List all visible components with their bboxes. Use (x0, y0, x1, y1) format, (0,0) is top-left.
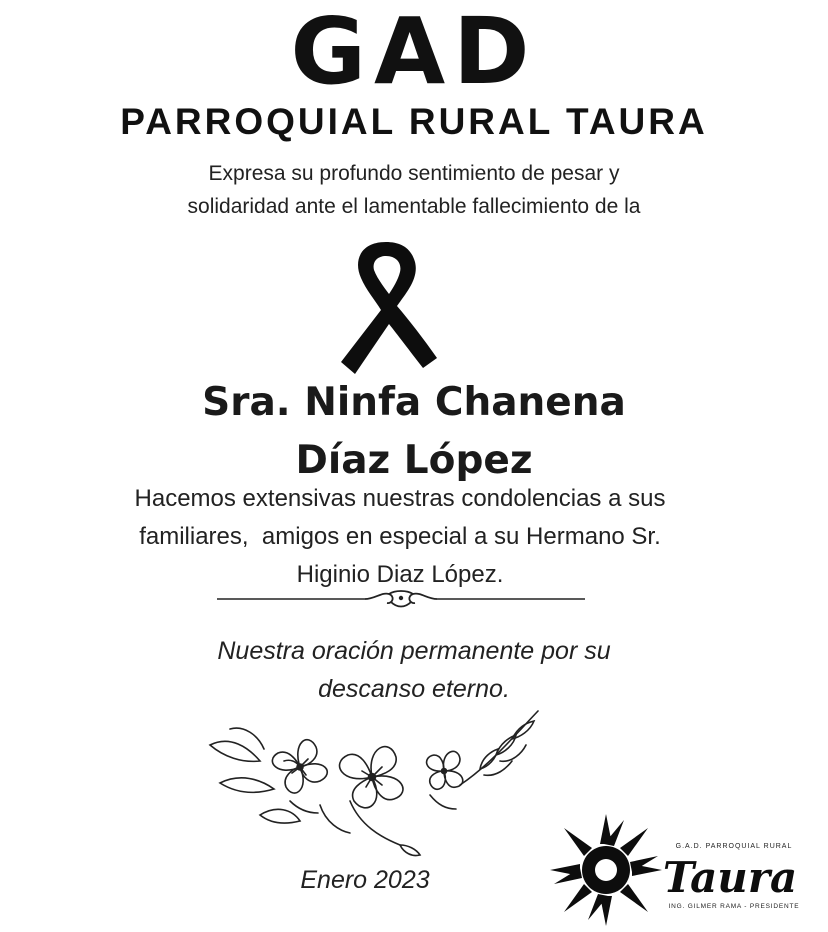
flower-illustration (200, 705, 545, 865)
intro-text (0, 157, 828, 223)
gad-title: GAD (290, 0, 538, 105)
prayer-text (0, 632, 828, 708)
deceased-name-line-2: Díaz López (295, 438, 533, 483)
deceased-name-line-1: Sra. Ninfa Chanena (202, 380, 626, 425)
condolences-line-2: familiares, amigos en especial a su Hermano Sr. (139, 523, 661, 550)
date-text: Enero 2023 (300, 866, 430, 894)
deceased-name (0, 374, 828, 490)
mourning-ribbon-icon (331, 238, 441, 376)
taura-logo (548, 808, 828, 932)
logo-wordmark: Taura (662, 853, 798, 902)
condolences-line-3: Higinio Diaz López. (296, 561, 504, 588)
sun-icon (550, 814, 662, 926)
prayer-line-2: descanso eterno. (318, 675, 510, 703)
intro-line-2: solidaridad ante el lamentable fallecimiento de la (187, 195, 641, 218)
ornamental-divider (215, 586, 587, 612)
logo-top-text: G.A.D. PARROQUIAL RURAL (675, 843, 793, 850)
logo-bottom-text: ING. GILMER RAMA - PRESIDENTE (668, 903, 800, 910)
condolences-text (20, 480, 780, 594)
prayer-line-1: Nuestra oración permanente por su (217, 637, 611, 665)
condolences-line-1: Hacemos extensivas nuestras condolencias a sus (134, 485, 666, 512)
organization-name: PARROQUIAL RURAL TAURA (120, 101, 708, 142)
intro-line-1: Expresa su profundo sentimiento de pesar y (208, 162, 620, 185)
